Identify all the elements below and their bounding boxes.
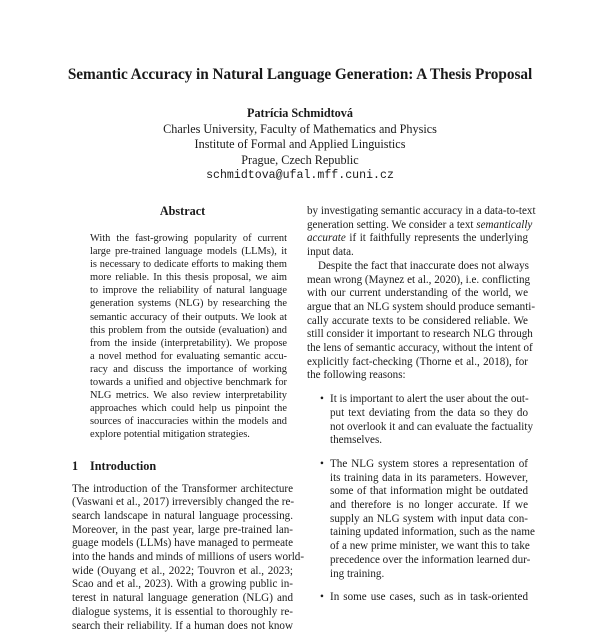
para-line: Despite the fact that inaccurate does not always [307, 260, 528, 274]
author-affiliation-university: Charles University, Faculty of Mathematics and Physics [0, 122, 600, 138]
para-line: by investigating semantic accuracy in a data-to-text [307, 205, 528, 219]
bullet-line: of a new prime minister, we want this to take [330, 540, 528, 554]
reason-item-outdated-knowledge [307, 458, 528, 581]
intro-line: guage models (LLMs) have managed to permeate [72, 537, 293, 551]
abstract-line: racy and discuss the importance of working [90, 363, 287, 376]
author-location: Prague, Czech Republic [0, 153, 600, 169]
bullet-line: some of that information might be outdated [330, 485, 528, 499]
abstract-heading: Abstract [72, 204, 293, 219]
intro-line: terest in natural language generation (NLG) and [72, 592, 293, 606]
paragraph-motivation [307, 260, 528, 383]
para-text: generation setting. We consider a text [307, 219, 476, 231]
intro-line: Scao and et al., 2023). With a growing public in- [72, 578, 293, 592]
bullet-line: supply an NLG system with input data con- [330, 513, 528, 527]
abstract-line: a novel method for evaluating semantic accu- [90, 350, 287, 363]
para-line: still consider it important to research NLG through [307, 328, 528, 342]
intro-line: search landscape in natural language processing. [72, 510, 293, 524]
right-column [307, 205, 528, 615]
intro-line: Moreover, in the past year, large pre-trained lan- [72, 524, 293, 538]
bullet-line: precedence over the information learned dur- [330, 554, 528, 568]
intro-line: The introduction of the Transformer architecture [72, 483, 293, 497]
abstract-line: sources of inaccuracies within the models and [90, 415, 287, 428]
emphasis-term: semantically [476, 219, 532, 231]
para-line [307, 232, 528, 246]
paragraph-semantic-accuracy-definition [307, 205, 528, 260]
abstract-body [90, 232, 287, 442]
author-affiliation-institute: Institute of Formal and Applied Linguistics [0, 137, 600, 153]
bullet-icon: • [320, 458, 324, 472]
para-line: input data. [307, 246, 528, 260]
paper-title: Semantic Accuracy in Natural Language Generation: A Thesis Proposal [0, 66, 600, 84]
abstract-line: approaches which could help us pinpoint the [90, 402, 287, 415]
bullet-line: The NLG system stores a representation of [330, 458, 528, 472]
bullet-line: not overlook it and can evaluate the factuality [330, 421, 528, 435]
bullet-line: put text deviating from the data so they do [330, 407, 528, 421]
abstract-line: towards a unified and objective benchmark for [90, 376, 287, 389]
bullet-line: themselves. [330, 434, 528, 448]
left-column [72, 204, 293, 633]
author-email: schmidtova@ufal.mff.cuni.cz [0, 168, 600, 184]
para-line: argue that an NLG system should produce semanti- [307, 301, 528, 315]
para-line: mean wrong (Maynez et al., 2020), i.e. conflicting [307, 274, 528, 288]
abstract-line: from the inside (interpretability). We propose [90, 337, 287, 350]
bullet-line: ing training. [330, 568, 528, 582]
abstract-line: is necessary to dedicate efforts to making them [90, 258, 287, 271]
bullet-line: It is important to alert the user about the out- [330, 393, 528, 407]
bullet-line: its training data in its parameters. However, [330, 472, 528, 486]
bullet-icon: • [320, 591, 324, 605]
reason-item-alert-user [307, 393, 528, 448]
abstract-line: this problem from the outside (evaluation) and [90, 324, 287, 337]
abstract-line: NLG metrics. We also review interpretability [90, 389, 287, 402]
bullet-line: and therefore is no longer accurate. If we [330, 499, 528, 513]
abstract-line: explore potential mitigation strategies. [90, 428, 287, 441]
bullet-line: taining updated information, such as the name [330, 526, 528, 540]
abstract-line: semantic accuracy of their outputs. We look at [90, 311, 287, 324]
para-line [307, 219, 528, 233]
abstract-line: With the fast-growing popularity of current [90, 232, 287, 245]
para-line: explicitly fact-checking (Thorne et al., 2018), for [307, 356, 528, 370]
para-line: the following reasons: [307, 369, 528, 383]
section-heading-introduction [72, 459, 293, 474]
abstract-line: large pre-trained language models (LLMs), it [90, 245, 287, 258]
para-line: cally accurate texts to be considered reliable. We [307, 315, 528, 329]
bullet-icon: • [320, 393, 324, 407]
reasons-list [307, 393, 528, 605]
introduction-body [72, 483, 293, 633]
para-line: the lens of semantic accuracy, without the intent of [307, 342, 528, 356]
abstract-line: more reliable. In this thesis proposal, we aim [90, 271, 287, 284]
intro-line: into the hands and minds of millions of users world- [72, 551, 293, 565]
para-line: with our current understanding of the world, we [307, 287, 528, 301]
reason-item-task-oriented [307, 591, 528, 605]
author-name: Patrícia Schmidtová [0, 106, 600, 122]
abstract-line: generation systems (NLG) by researching the [90, 297, 287, 310]
intro-line: (Vaswani et al., 2017) irreversibly changed the re- [72, 496, 293, 510]
section-title: Introduction [90, 459, 156, 473]
section-number: 1 [72, 459, 90, 474]
para-text: if it faithfully represents the underlying [346, 232, 528, 244]
emphasis-term: accurate [307, 232, 346, 244]
intro-line: wide (Ouyang et al., 2022; Touvron et al., 2023; [72, 565, 293, 579]
bullet-line: In some use cases, such as in task-oriented [330, 591, 528, 605]
intro-line: dialogue systems, it is essential to thoroughly re- [72, 606, 293, 620]
abstract-line: to improve the reliability of natural language [90, 284, 287, 297]
intro-line: search their reliability. If a human does not know [72, 620, 293, 633]
author-block [0, 106, 600, 184]
